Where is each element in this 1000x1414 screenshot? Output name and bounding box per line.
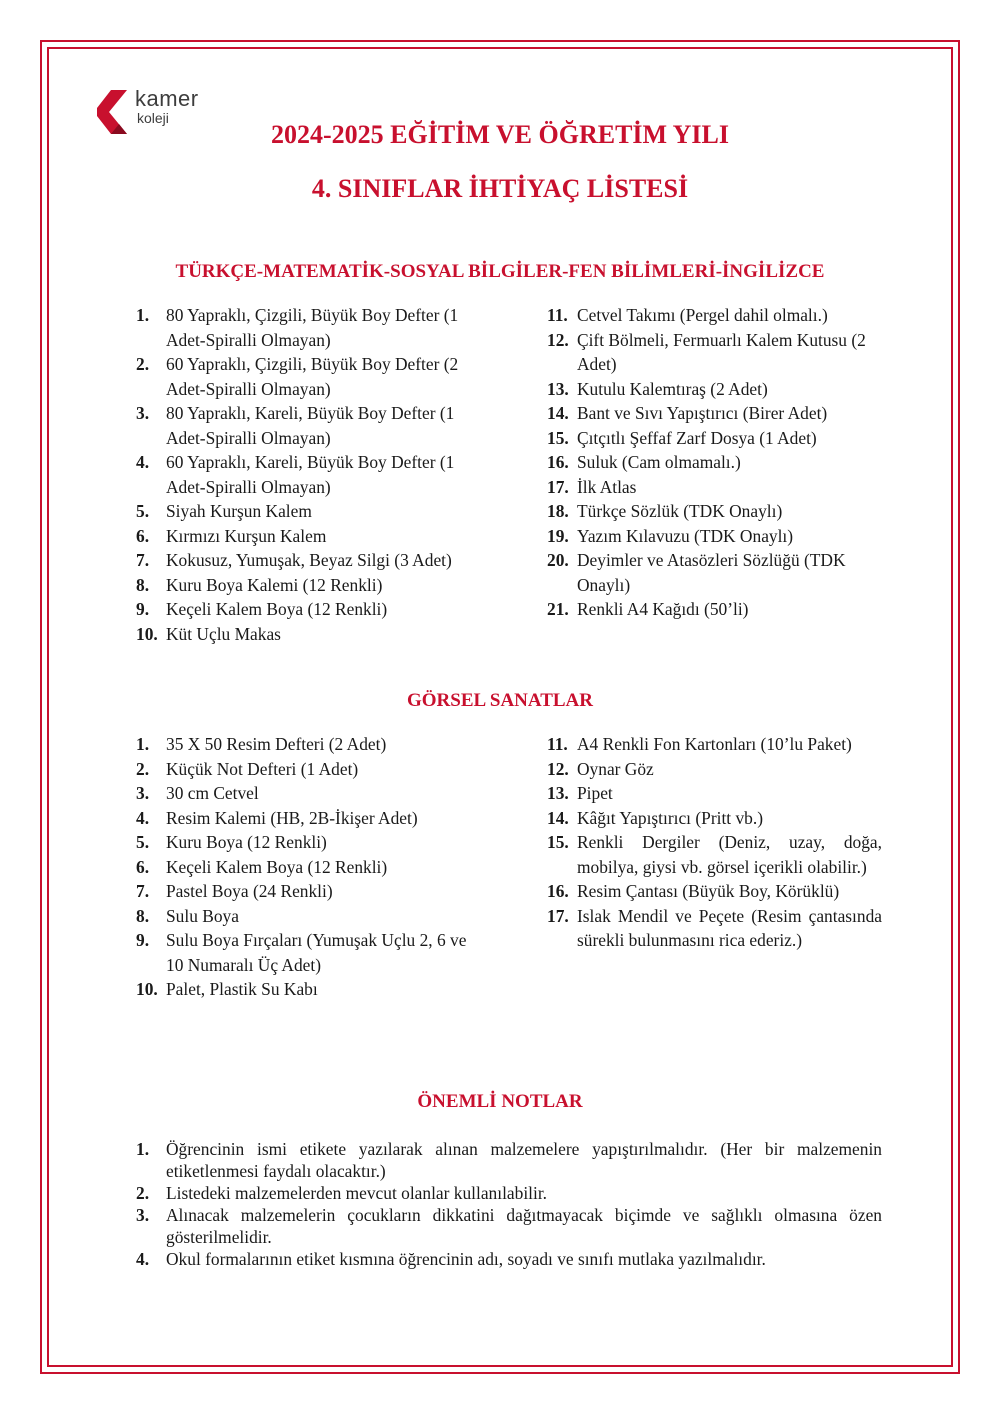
list-item — [547, 757, 882, 782]
list-item — [136, 548, 476, 573]
item-number: 17. — [547, 476, 569, 497]
list-item — [547, 597, 877, 622]
item-text: Öğrencinin ismi etikete yazılarak alınan malzemelere yapıştırılmalıdır. (Her bir malzemenin etiketlenmesi faydalı olacaktır.) — [166, 1139, 882, 1181]
item-text: Bant ve Sıvı Yapıştırıcı (Birer Adet) — [577, 403, 828, 423]
item-number: 9. — [136, 930, 150, 950]
item-text: Küt Uçlu Makas — [166, 623, 281, 644]
item-text: Pipet — [577, 783, 613, 803]
list-item — [136, 757, 476, 782]
item-number: 4. — [136, 1249, 150, 1269]
item-number: 14. — [547, 807, 569, 828]
art-list-left — [136, 732, 476, 1002]
list-item — [136, 904, 476, 929]
item-text: Resim Kalemi (HB, 2B-İkişer Adet) — [166, 807, 418, 828]
item-number: 18. — [547, 501, 569, 521]
item-text: Renkli Dergiler (Deniz, uzay, doğa, mobilya, giysi vb. görsel içerikli olabilir.) — [577, 832, 882, 877]
list-item — [547, 879, 882, 904]
item-number: 5. — [136, 501, 150, 521]
list-item — [136, 977, 476, 1002]
item-text: Oynar Göz — [577, 758, 654, 779]
list-item — [136, 622, 476, 647]
list-item — [547, 303, 877, 328]
item-number: 8. — [136, 574, 150, 595]
list-item — [547, 524, 877, 549]
item-number: 9. — [136, 599, 150, 619]
list-item — [136, 303, 476, 352]
item-number: 7. — [136, 881, 150, 901]
item-number: 3. — [136, 783, 150, 803]
list-item — [547, 830, 882, 879]
item-number: 2. — [136, 354, 150, 374]
item-text: Sulu Boya — [166, 905, 239, 926]
list-item — [547, 450, 877, 475]
document-subtitle: 4. SINIFLAR İHTİYAÇ LİSTESİ — [311, 174, 689, 203]
list-item — [547, 401, 877, 426]
list-item — [136, 879, 476, 904]
item-text: Siyah Kurşun Kalem — [166, 501, 312, 521]
document-title: 2024-2025 EĞİTİM VE ÖĞRETİM YILI — [271, 120, 729, 149]
item-number: 2. — [136, 1183, 150, 1203]
item-number: 11. — [547, 305, 568, 325]
list-item — [136, 499, 476, 524]
item-text: Kuru Boya Kalemi (12 Renkli) — [166, 574, 383, 595]
item-number: 13. — [547, 378, 569, 399]
item-number: 4. — [136, 452, 150, 472]
item-text: Türkçe Sözlük (TDK Onaylı) — [577, 501, 783, 521]
note-item — [136, 1182, 882, 1204]
main-list-right — [547, 303, 877, 622]
note-item — [136, 1138, 882, 1182]
notes-list — [136, 1138, 882, 1270]
note-item — [136, 1204, 882, 1248]
item-text: Keçeli Kalem Boya (12 Renkli) — [166, 599, 388, 619]
list-item — [547, 475, 877, 500]
item-text: Alınacak malzemelerin çocukların dikkatini dağıtmayacak biçimde ve sağlıklı olmasına özen gösterilmelidir. — [166, 1205, 882, 1247]
item-number: 4. — [136, 807, 150, 828]
item-number: 8. — [136, 905, 150, 926]
item-text: Çift Bölmeli, Fermuarlı Kalem Kutusu (2 Adet) — [577, 329, 866, 374]
item-number: 2. — [136, 758, 150, 779]
item-number: 20. — [547, 550, 569, 570]
list-item — [136, 597, 476, 622]
item-text: Listedeki malzemelerden mevcut olanlar kullanılabilir. — [166, 1183, 548, 1203]
list-item — [136, 855, 476, 880]
list-item — [547, 499, 877, 524]
item-number: 12. — [547, 329, 569, 350]
item-number: 16. — [547, 881, 569, 901]
item-number: 10. — [136, 623, 158, 644]
logo-text-koleji: koleji — [137, 110, 169, 126]
item-text: 35 X 50 Resim Defteri (2 Adet) — [166, 734, 387, 754]
item-number: 15. — [547, 427, 569, 448]
item-text: Kutulu Kalemtıraş (2 Adet) — [577, 378, 768, 399]
item-text: Deyimler ve Atasözleri Sözlüğü (TDK Onaylı) — [577, 550, 846, 595]
item-text: Çıtçıtlı Şeffaf Zarf Dosya (1 Adet) — [577, 427, 817, 448]
item-text: Kuru Boya (12 Renkli) — [166, 832, 327, 852]
item-text: Keçeli Kalem Boya (12 Renkli) — [166, 856, 388, 877]
item-number: 13. — [547, 783, 569, 803]
logo-text-kamer: kamer — [135, 86, 199, 111]
item-number: 12. — [547, 758, 569, 779]
item-text: Kokusuz, Yumuşak, Beyaz Silgi (3 Adet) — [166, 550, 452, 570]
item-text: Yazım Kılavuzu (TDK Onaylı) — [577, 525, 794, 546]
list-item — [547, 732, 882, 757]
item-text: Palet, Plastik Su Kabı — [166, 979, 318, 999]
item-number: 1. — [136, 734, 150, 754]
item-number: 15. — [547, 832, 569, 852]
item-number: 6. — [136, 856, 150, 877]
list-item — [136, 732, 476, 757]
item-number: 1. — [136, 1139, 150, 1159]
list-item — [547, 328, 877, 377]
main-list-left — [136, 303, 476, 646]
item-number: 3. — [136, 403, 150, 423]
item-number: 21. — [547, 599, 569, 619]
list-item — [136, 573, 476, 598]
item-text: Kırmızı Kurşun Kalem — [166, 525, 327, 546]
item-number: 14. — [547, 403, 569, 423]
list-item — [547, 781, 882, 806]
item-number: 5. — [136, 832, 150, 852]
item-number: 10. — [136, 979, 158, 999]
item-number: 3. — [136, 1205, 150, 1225]
item-text: Islak Mendil ve Peçete (Resim çantasında sürekli bulunmasını rica ederiz.) — [577, 905, 882, 950]
list-item — [136, 401, 476, 450]
item-text: Kâğıt Yapıştırıcı (Pritt vb.) — [577, 807, 763, 828]
item-text: Küçük Not Defteri (1 Adet) — [166, 758, 359, 779]
list-item — [136, 781, 476, 806]
item-text: 60 Yapraklı, Çizgili, Büyük Boy Defter (2 Adet-Spiralli Olmayan) — [166, 354, 459, 399]
item-number: 1. — [136, 305, 150, 325]
section-heading-notes: ÖNEMLİ NOTLAR — [417, 1091, 583, 1112]
list-item — [136, 450, 476, 499]
item-text: Pastel Boya (24 Renkli) — [166, 881, 333, 901]
section-heading-main: TÜRKÇE-MATEMATİK-SOSYAL BİLGİLER-FEN BİLİMLERİ-İNGİLİZCE — [175, 261, 825, 282]
item-text: Cetvel Takımı (Pergel dahil olmalı.) — [577, 305, 828, 325]
item-text: 60 Yapraklı, Kareli, Büyük Boy Defter (1 Adet-Spiralli Olmayan) — [166, 452, 455, 497]
item-number: 7. — [136, 550, 150, 570]
item-text: İlk Atlas — [577, 476, 637, 497]
list-item — [136, 928, 476, 977]
item-number: 6. — [136, 525, 150, 546]
list-item — [547, 377, 877, 402]
item-number: 19. — [547, 525, 569, 546]
list-item — [547, 426, 877, 451]
note-item — [136, 1248, 882, 1270]
item-text: Renkli A4 Kağıdı (50’li) — [577, 599, 749, 619]
item-text: 30 cm Cetvel — [166, 783, 259, 803]
list-item — [136, 830, 476, 855]
item-text: 80 Yapraklı, Kareli, Büyük Boy Defter (1 Adet-Spiralli Olmayan) — [166, 403, 455, 448]
item-text: Resim Çantası (Büyük Boy, Körüklü) — [577, 881, 840, 901]
section-heading-art: GÖRSEL SANATLAR — [406, 690, 593, 711]
item-text: Okul formalarının etiket kısmına öğrencinin adı, soyadı ve sınıfı mutlaka yazılmalıdır. — [166, 1249, 766, 1269]
list-item — [547, 548, 877, 597]
list-item — [136, 352, 476, 401]
item-number: 11. — [547, 734, 568, 754]
item-text: 80 Yapraklı, Çizgili, Büyük Boy Defter (1 Adet-Spiralli Olmayan) — [166, 305, 459, 350]
art-list-right — [547, 732, 882, 953]
list-item — [547, 806, 882, 831]
list-item — [136, 524, 476, 549]
item-number: 16. — [547, 452, 569, 472]
list-item — [547, 904, 882, 953]
item-number: 17. — [547, 905, 569, 926]
list-item — [136, 806, 476, 831]
item-text: A4 Renkli Fon Kartonları (10’lu Paket) — [577, 734, 852, 754]
item-text: Suluk (Cam olmamalı.) — [577, 452, 741, 472]
item-text: Sulu Boya Fırçaları (Yumuşak Uçlu 2, 6 ve 10 Numaralı Üç Adet) — [166, 930, 467, 975]
